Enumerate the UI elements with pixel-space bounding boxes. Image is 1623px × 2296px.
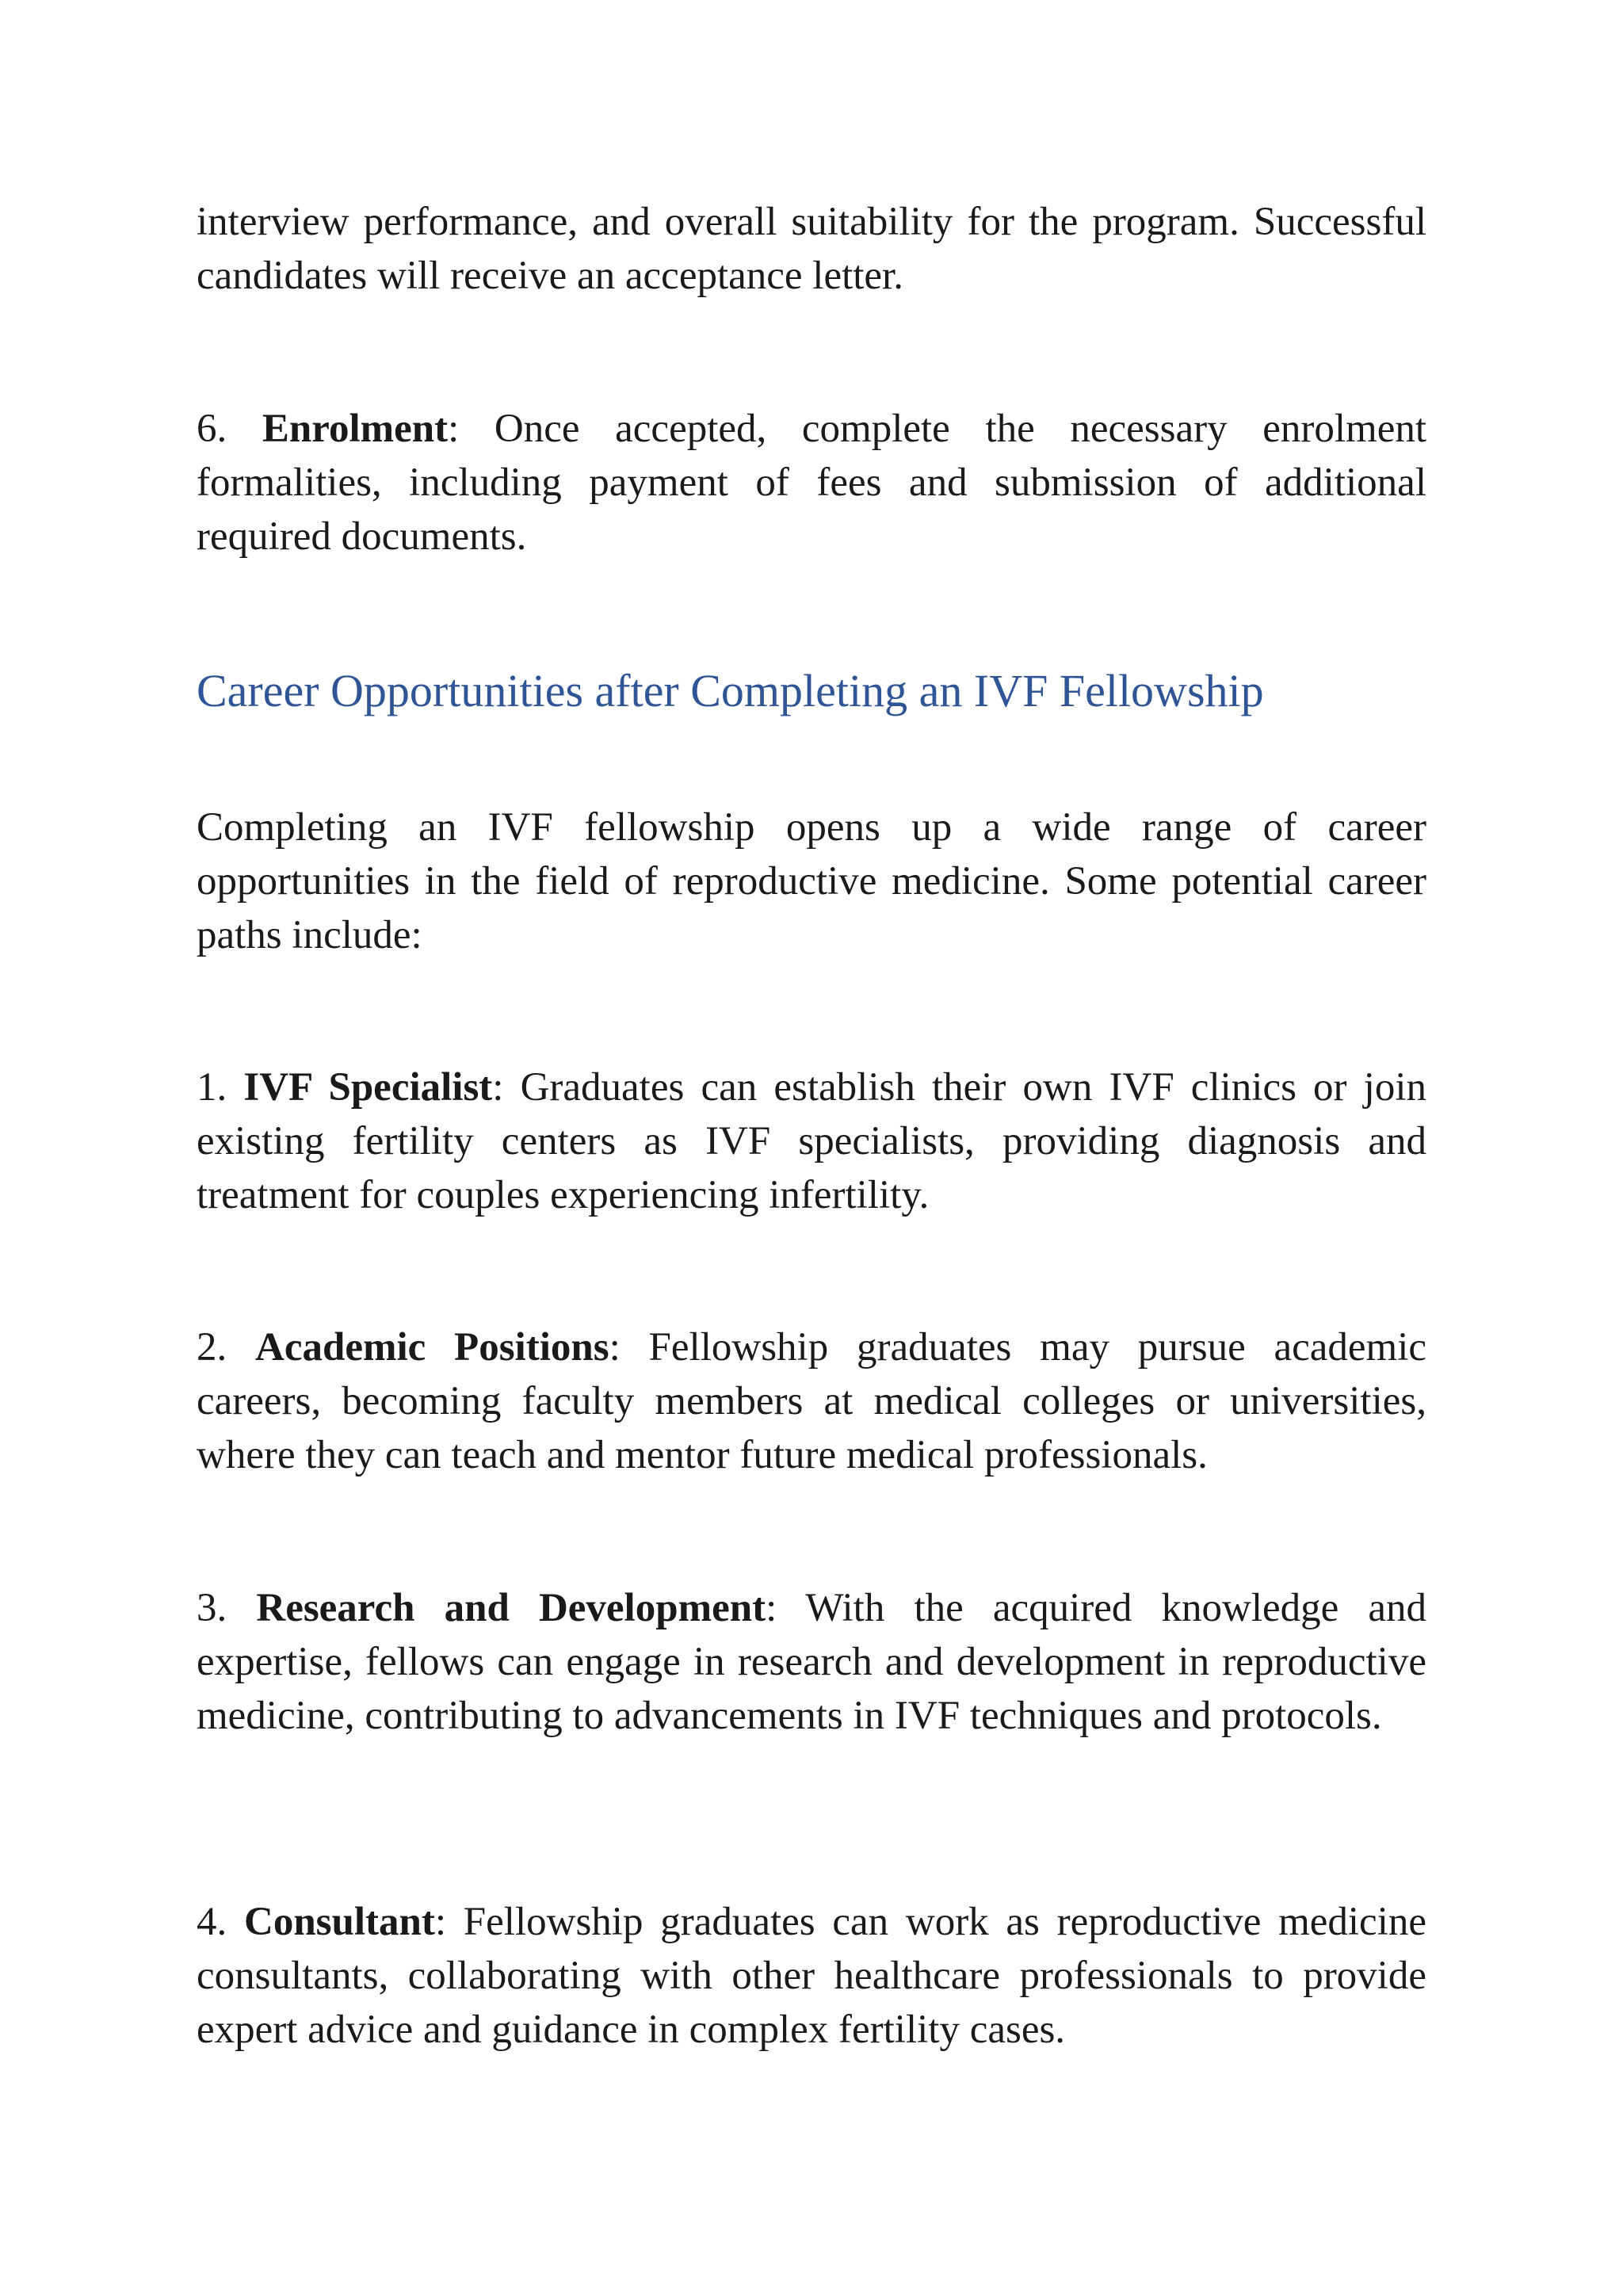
enrolment-block bbox=[197, 402, 1426, 563]
career-item-3 bbox=[197, 1581, 1426, 1743]
career-term: Consultant bbox=[243, 1900, 435, 1944]
career-paragraph bbox=[197, 1060, 1426, 1222]
career-term: Academic Positions bbox=[255, 1325, 609, 1370]
career-item-1 bbox=[197, 1060, 1426, 1222]
section-intro-block bbox=[197, 800, 1426, 962]
career-item-4 bbox=[197, 1895, 1426, 2057]
enrolment-text: : Once accepted, complete the necessary enrolment formalities, including payment of fees and submission of additional required documents. bbox=[197, 407, 1426, 559]
career-number: 4. bbox=[197, 1900, 227, 1944]
career-number: 2. bbox=[197, 1325, 227, 1370]
career-paragraph bbox=[197, 1895, 1426, 2057]
enrolment-paragraph bbox=[197, 402, 1426, 563]
career-number: 3. bbox=[197, 1586, 227, 1630]
section-intro-paragraph: Completing an IVF fellowship opens up a wide range of career opportunities in the field of reproductive medicine. Some potential career paths include: bbox=[197, 805, 1426, 957]
career-section-heading-block bbox=[197, 663, 1426, 720]
career-text: : Fellowship graduates can work as reproductive medicine consultants, collaborating with other healthcare professionals to provide expert advice and guidance in complex fertility cases. bbox=[197, 1900, 1426, 2052]
career-paragraph bbox=[197, 1320, 1426, 1482]
intro-continuation-block bbox=[197, 195, 1426, 303]
career-item-2 bbox=[197, 1320, 1426, 1482]
career-number: 1. bbox=[197, 1065, 227, 1110]
career-term: IVF Specialist bbox=[243, 1065, 493, 1110]
intro-continuation-paragraph: interview performance, and overall suitability for the program. Successful candidates will receive an acceptance letter. bbox=[197, 200, 1426, 298]
section-heading: Career Opportunities after Completing an IVF Fellowship bbox=[197, 665, 1264, 716]
career-text: : Fellowship graduates may pursue academic careers, becoming faculty members at medical colleges or universities, where they can teach and mentor future medical professionals. bbox=[197, 1325, 1427, 1477]
career-term: Research and Development bbox=[256, 1586, 766, 1630]
career-text: : Graduates can establish their own IVF clinics or join existing fertility centers as IVF specialists, providing diagnosis and treatment for couples experiencing infertility. bbox=[197, 1065, 1427, 1217]
enrolment-number: 6. bbox=[197, 407, 227, 451]
career-text: : With the acquired knowledge and expertise, fellows can engage in research and development in reproductive medicine, contributing to advancements in IVF techniques and protocols. bbox=[197, 1586, 1427, 1738]
career-paragraph bbox=[197, 1581, 1426, 1743]
enrolment-term: Enrolment bbox=[262, 407, 449, 451]
